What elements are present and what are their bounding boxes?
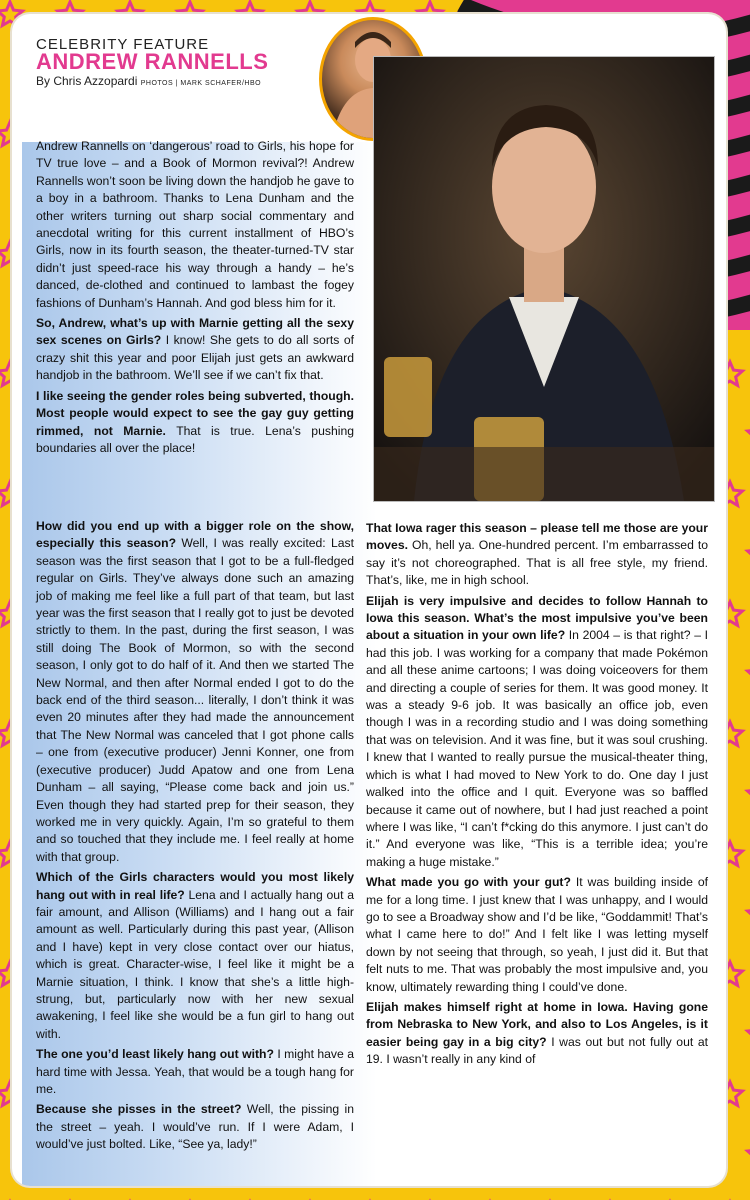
byline (36, 74, 268, 88)
question: How did you end up with a bigger role on the show, especially this season? (36, 519, 354, 551)
main-photo (373, 56, 715, 502)
question: Which of the Girls characters would you most likely hang out with in real life? (36, 870, 354, 902)
article-column-right (366, 520, 708, 1072)
question: That Iowa rager this season – please tell me those are your moves. (366, 521, 708, 553)
question: The one you’d least likely hang out with? (36, 1047, 274, 1062)
answer: Lena and I actually hang out a fair amount, and Allison (Williams) and I hang out a fair amount as well. Particularly during this past year, (Allison and I have) kept in very close contact over our hiatus, which is great. Character-wise, I feel like it might be a Marnie situation, I think. I know that she’s a little high-strung, but, particularly now with her new sexual awakening, I feel like she would be a fun girl to hang out with. (36, 887, 354, 1041)
question: Elijah makes himself right at home in Iowa. Having gone from Nebraska to New York, and also to Los Angeles, is it easier being gay in a big city? (366, 999, 708, 1049)
answer: That is true. Lena’s pushing boundaries all over the place! (36, 423, 354, 455)
author-byline: By Chris Azzopardi (36, 74, 138, 88)
answer: Well, the pissing in the street – yeah. I would’ve run. If I were Adam, I would’ve just bolted. Like, “See ya, lady!” (36, 1102, 355, 1152)
section-kicker: CELEBRITY FEATURE (36, 36, 210, 53)
answer: Oh, hell ya. One-hundred percent. I’m embarrassed to say it’s not choreographed. That is all free style, my friend. That’s, like, me in high school. (366, 538, 708, 588)
answer: It was building inside of me for a long time. I just knew that I was unhappy, and I would go to see a Broadway show and I’d be like, “Goddammit! That’s what I came here to do!” And I felt like I was letting myself down by not seeing that through, so yeah, I just did it. But that felt nuts to me. That was probably the most impulsive and, you know, ultimately rewarding thing I could’ve done. (366, 875, 709, 994)
question: What made you go with your gut? (366, 875, 571, 890)
question: I like seeing the gender roles being subverted, though. Most people would expect to see the gay guy getting rimmed, not Marnie. (36, 388, 354, 438)
question: So, Andrew, what’s up with Marnie getting all the sexy sex scenes on Girls? (36, 316, 354, 348)
answer: I might have a hard time with Jessa. Yeah, that would be a tough hang for me. (36, 1047, 354, 1096)
question: Elijah is very impulsive and decides to follow Hannah to Iowa this season. What’s the most impulsive you’ve been about a situation in your own life? (366, 593, 708, 643)
article-column-left-top (36, 138, 354, 460)
article-column-left-bottom (36, 518, 354, 1157)
photo-credit: PHOTOS | MARK SCHAFER/HBO (140, 80, 262, 87)
answer: I know! She gets to do all sorts of crazy shit this year and poor Elijah just gets an awkward handjob in the bathroom. We’ll see if we can’t fix that. (36, 333, 355, 383)
answer: In 2004 – is that right? – I had this job. I was working for a company that made Pokémon and all these anime cartoons; I was doing voiceovers for them and directing a couple of series for them. It was good money. It was a steady 9-6 job. It was basically an office job, even though I was in a recording studio and I was doing something that was on television. And it was fine, but it was soul crushing. I knew that I wanted to really pursue the musical-theater thing, which is what I had moved to New York to do. One day I just walked into the office and I quit. Everyone was so baffled because it came out of nowhere, but I had just reached a point where I was like, “I can’t f*cking do this anymore. I just can’t do it.” And everyone was like, “This is a terrible idea; you’re making a huge mistake.” (366, 628, 708, 869)
portrait-photo (374, 57, 714, 501)
question: Because she pisses in the street? (36, 1102, 242, 1117)
article-title: ANDREW RANNELLS (36, 49, 269, 74)
answer: Well, I was really excited: Last season was the first season that I got to be a full-fledged regular on Girls. They’ve always done such an amazing job of making me feel like a full part of that team, but last year was the first season that I really got to just be devoted strictly to them. In the past, during the first season, I was still doing The Book of Mormon, so with the second season, I only got to do half of it. And then we started The New Normal, and then after Normal ended I got to do the back end of the third season... literally, I don’t think it was even 20 minutes after they had made the announcement that The New Normal was canceled that I got phone calls – one from (executive producer) Jenni Konner, one from (executive producer) Judd Apatow and one from Lena Dunham – all saying, “Please come back and join us.” Even though they had started prep for their season, they worked me in very quickly. Again, I’m so grateful to them and so touched that they include me. I feel really at home with that group. (36, 536, 354, 864)
answer: I was out but not fully out at 19. I wasn’t really in any kind of (366, 1034, 708, 1067)
article-header (36, 38, 268, 88)
intro-paragraph: Andrew Rannells on ‘dangerous’ road to Girls, his hope for TV true love – and a Book of Mormon revival?! Andrew Rannells won’t soon be living down the handjob he gave to a boy in a bathroom. Thanks to Lena Dunham and the other writers turning out sharp social commentary and anecdotal writing for this current installment of HBO’s Girls, now in its fourth season, the theater-turned-TV star didn’t just speed-race his way through a handy – he’s danced, de-clothed and continued to lambast the fogey fashions of Dunham’s Hannah. And god bless him for it. (36, 139, 354, 310)
